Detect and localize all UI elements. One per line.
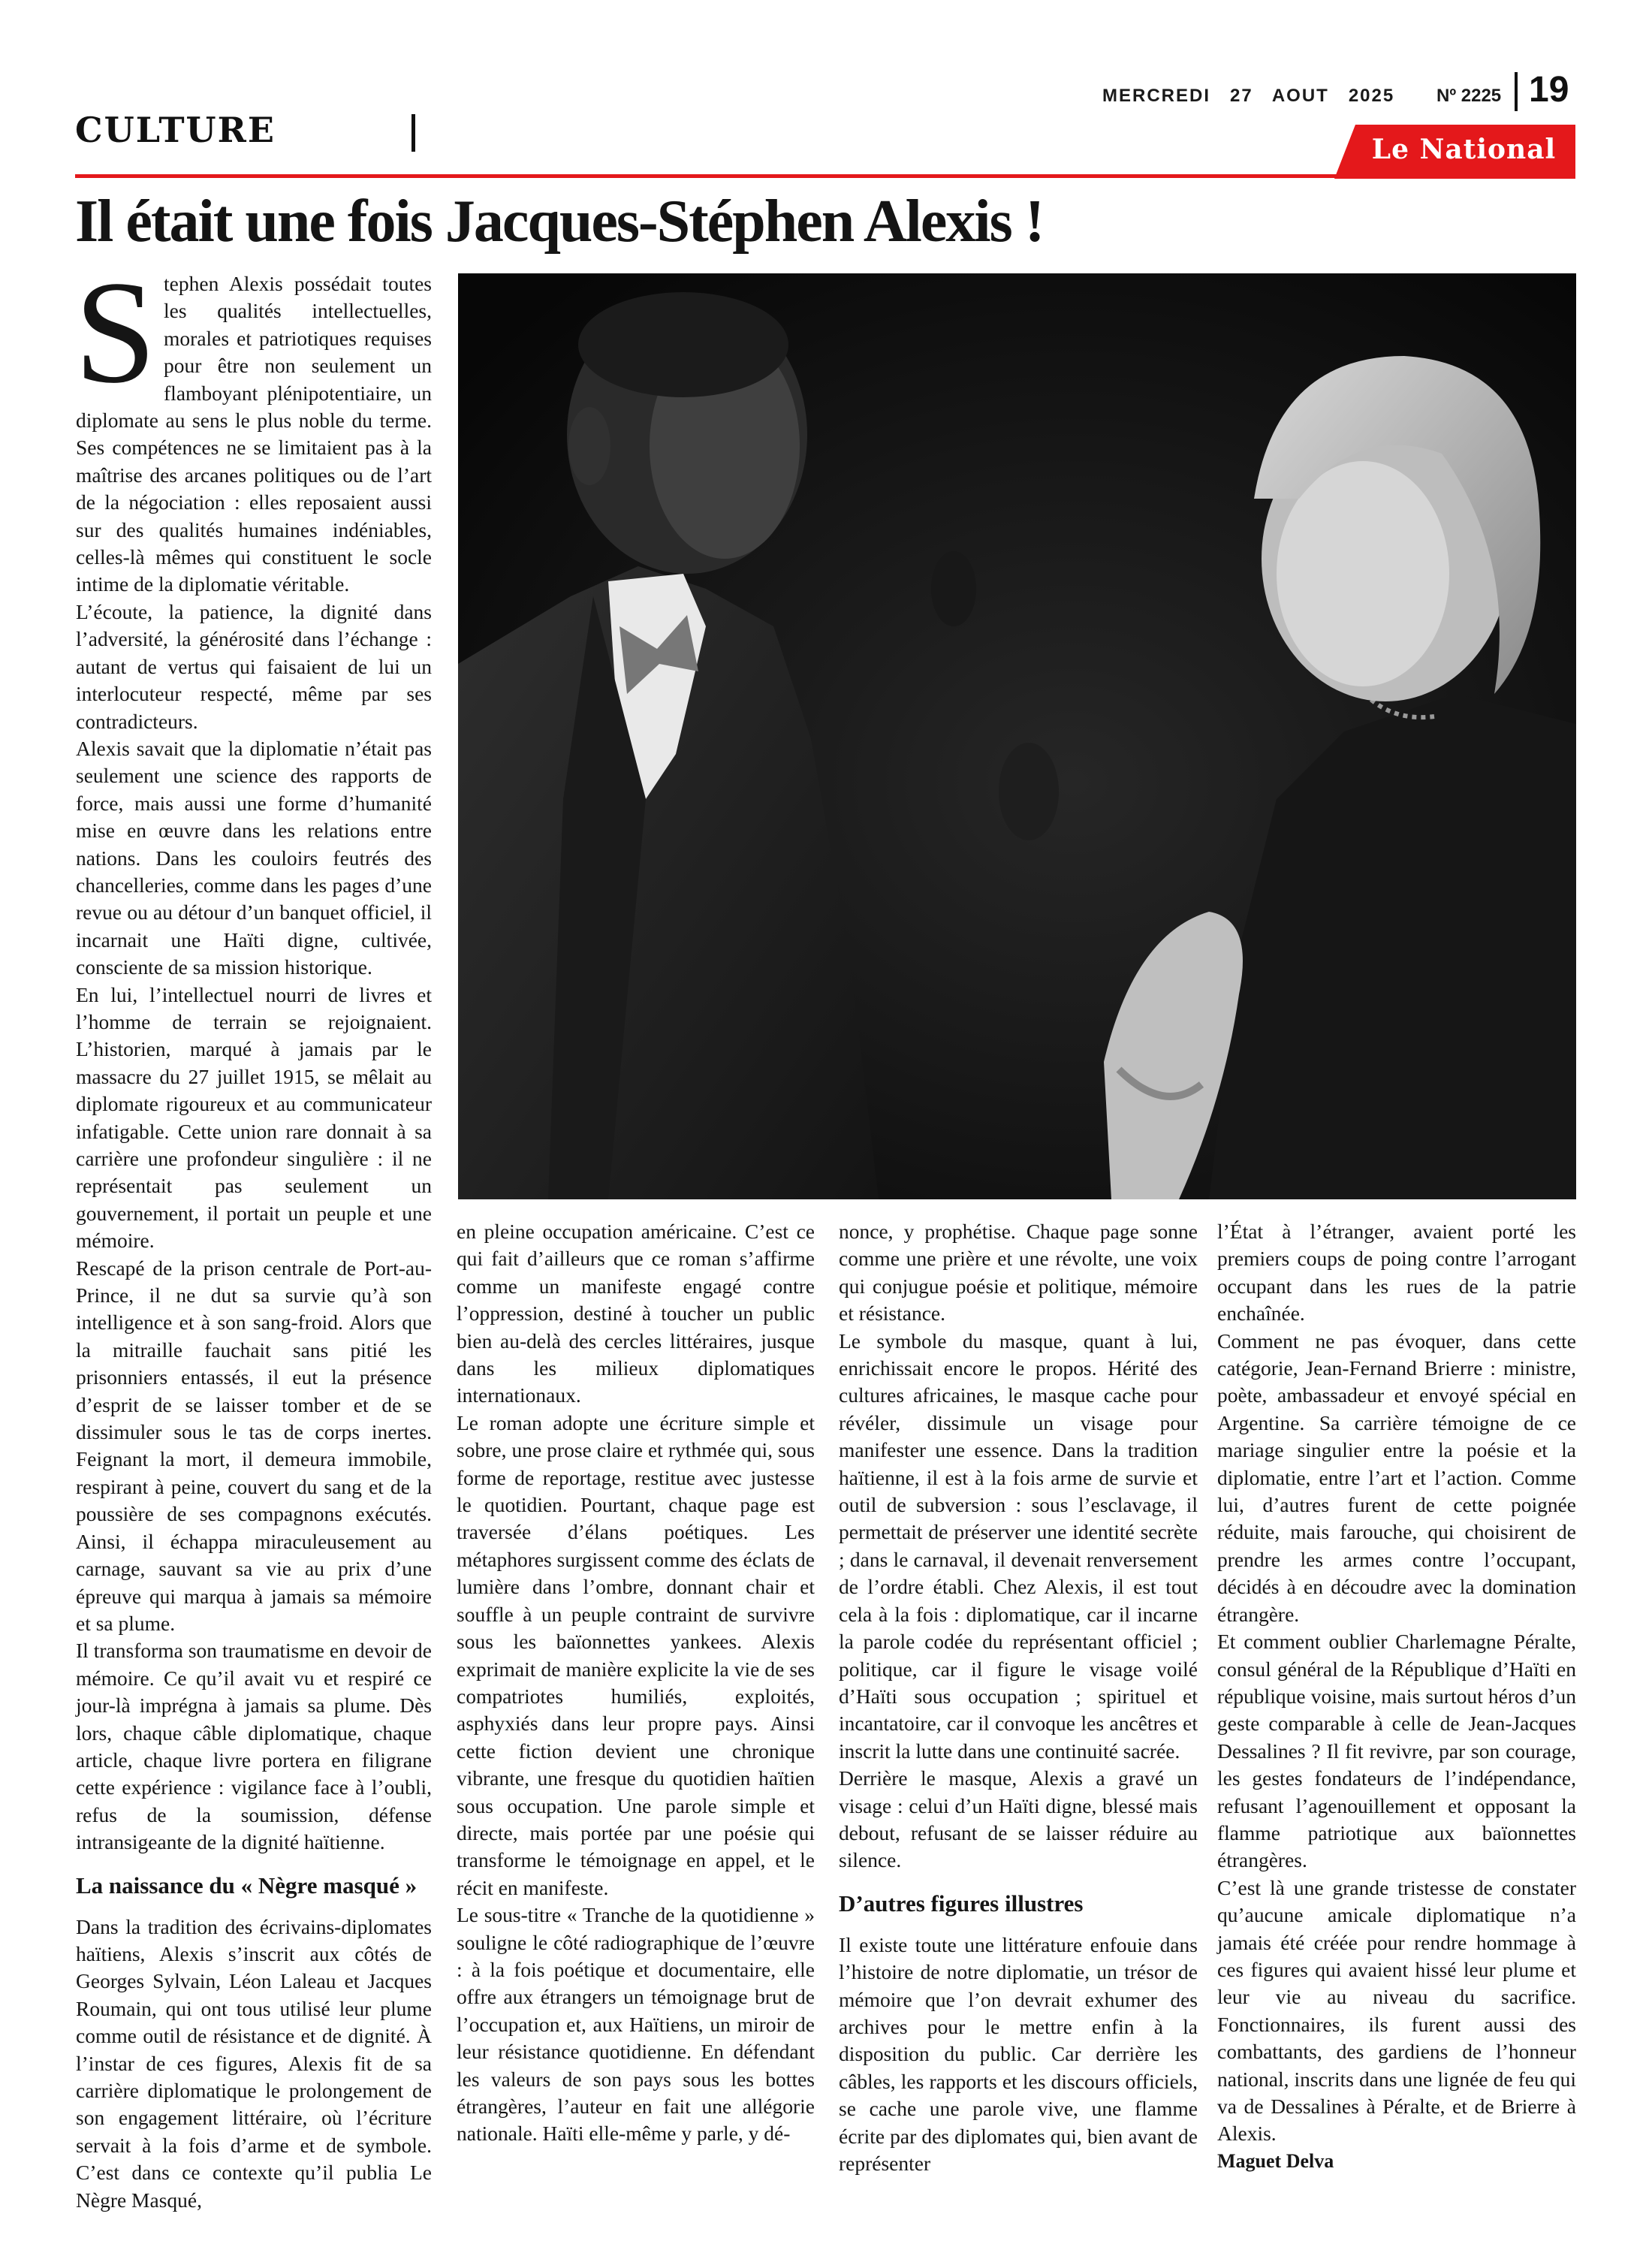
paragraph: Et comment oublier Charlemagne Péralte, consul général de la République d’Haïti en république voisine, mais surtout héros d’un geste comparable à celle de Jean-Jacques Dessalines ? Il fit revivre, par son courage, les gestes fondateurs de l’indépendance, refusant l’agenouillement et opposant la flamme patriotique aux baïonnettes étrangères. (1217, 1630, 1576, 1872)
paragraph: Il existe toute une littérature enfouie dans l’histoire de notre diplomatie, un trésor de mémoire que l’on devrait exhumer des archives pour le mettre enfin à la disposition du public. Car derrière les câbles, les rapports et les discours officiels, se cache une parole vive, une flamme écrite par des diplomates qui, bien avant de représenter (839, 1932, 1198, 2175)
paragraph: Derrière le masque, Alexis a gravé un visage : celui d’un Haïti digne, blessé mais debout, refusant de se laisser réduire au silence. (839, 1766, 1198, 1872)
paragraph: nonce, y prophétise. Chaque page sonne comme une prière et une révolte, une voix qui conjugue poésie et politique, mémoire et résistance. (839, 1220, 1198, 1326)
article-column-3 (839, 1218, 1198, 2177)
section-divider (411, 114, 415, 152)
subheading: La naissance du « Nègre masqué » (76, 1871, 418, 1899)
article-title: Il était une fois Jacques-Stéphen Alexis ! (75, 189, 1044, 255)
issue-date: MERCREDI 27 AOUT 2025 (1102, 86, 1395, 106)
paragraph: Il transforma son traumatisme en devoir de mémoire. Ce qu’il avait vu et respiré ce jour-là imprégna à jamais sa plume. Dès lors, chaque câble diplomatique, chaque article, chaque livre portera en filigrane cette expérience : vigilance face à l’oubli, refus de la soumission, défense intransigeante de la dignité haïtienne. (76, 1639, 432, 1854)
paragraph: Comment ne pas évoquer, dans cette catégorie, Jean-Fernand Brierre : ministre, poète, ambassadeur et envoyé spécial en Argentine. Sa carrière témoigne de ce mariage singulier entre la poésie et la diplomatie, entre l’art et l’action. Comme lui, d’autres furent de cette poignée réduite, mais farouche, qui choisirent de prendre les armes contre l’occupant, décidés à en découdre avec la domination étrangère. (1217, 1329, 1576, 1626)
paragraph: Le roman adopte une écriture simple et sobre, une prose claire et rythmée qui, sous forme de reportage, restitue avec justesse le quotidien. Pourtant, chaque page est traversée d’élans poétiques. Les métaphores surgissent comme des éclats de lumière dans l’ombre, donnant chair et souffle à un peuple contraint de survivre sous les baïonnettes yankees. Alexis exprimait de manière explicite la vie de ses compatriotes humiliés, exploités, asphyxiés dans leur propre pays. Ainsi cette fiction devient une chronique vibrante, une fresque du quotidien haïtien sous occupation. Une parole simple et directe, mais portée par une poésie qui transforme le témoignage en appel, et le récit en manifeste. (457, 1410, 815, 1899)
paragraph: l’État à l’étranger, avaient porté les premiers coups de poing contre l’arrogant occupant dans les rues de la patrie enchaînée. (1217, 1220, 1576, 1326)
paragraph: L’écoute, la patience, la dignité dans l’adversité, la générosité dans l’échange : autant de vertus qui faisaient de lui un interlocuteur respecté, même par ses contradicteurs. (76, 599, 432, 733)
paragraph: Le sous-titre « Tranche de la quotidienne » souligne le côté radiographique de l’œuvre : à la fois poétique et documentaire, elle offre aux étrangers un témoignage brut de l’occupation et, aux Haïtiens, un miroir de leur résistance quotidienne. En défendant les valeurs de son pays sous les bottes étrangères, l’auteur en fait une allégorie nationale. Haïti elle-même y parle, y dé- (457, 1903, 815, 2146)
page-number-divider (1515, 72, 1518, 111)
publication-name: Le National (1371, 134, 1557, 165)
paragraph: En lui, l’intellectuel nourri de livres et l’homme de terrain se rejoignaient. L’historien, marqué à jamais par le massacre du 27 juillet 1915, se mêlait au diplomate rigoureux et au communicateur infatigable. Cette union rare donnait à sa carrière une profondeur singulière : il ne représentait pas seulement un gouvernement, il portait un peuple et une mémoire. (76, 982, 432, 1253)
article-column-2 (457, 1218, 815, 2148)
paragraph: Alexis savait que la diplomatie n’était pas seulement une science des rapports de force, mais aussi une forme d’humanité mise en œuvre dans les relations entre nations. Dans les couloirs feutrés des chancelleries, comme dans les pages d’une revue ou au détour d’un banquet officiel, il incarnait une Haïti digne, cultivée, consciente de sa mission historique. (76, 736, 432, 979)
page-number: 19 (1529, 70, 1569, 110)
article-column-4 (1217, 1218, 1576, 2175)
paragraph: Le symbole du masque, quant à lui, enrichissait encore le propos. Hérité des cultures africaines, le masque cache pour révéler, dissimule un visage pour manifester une essence. Dans la tradition haïtienne, il est à la fois arme de survie et outil de subversion : sous l’esclavage, il permettait de préserver une identité secrète ; dans le carnaval, il devenait renversement de l’ordre établi. Chez Alexis, il est tout cela à la fois : diplomatique, car il incarne la parole codée du représentant officiel ; politique, car il figure le visage voilé d’Haïti sous occupation ; spirituel et incantatoire, car il convoque les ancêtres et inscrit la lutte dans une continuité sacrée. (839, 1329, 1198, 1763)
photo-illustration (458, 273, 1576, 1199)
paragraph: Rescapé de la prison centrale de Port-au-Prince, il ne dut sa survie qu’à son intelligence et à son sang-froid. Alors que la mitraille fauchait sans pitié les prisonniers entassés, il eut la présence d’esprit de se laisser tomber et de se dissimuler sous le tas de corps inertes. Feignant la mort, il demeura immobile, respirant à peine, couvert du sang et de la poussière de ses compagnons exécutés. Ainsi, il échappa miraculeusement au carnage, sauvant sa vie au prix d’une épreuve qui marqua à jamais sa mémoire et sa plume. (76, 1256, 432, 1635)
issue-number: Nº 2225 (1436, 86, 1502, 106)
article-column-1 (74, 251, 432, 2214)
paragraph: en pleine occupation américaine. C’est ce qui fait d’ailleurs que ce roman s’affirme comme un manifeste engagé contre l’oppression, destiné à toucher un public bien au-delà des cercles littéraires, jusque dans les milieux diplomatiques internationaux. (457, 1220, 815, 1407)
subheading: D’autres figures illustres (839, 1890, 1084, 1917)
paragraph: tephen Alexis possédait toutes les qualités intellectuelles, morales et patriotiques requises pour être non seulement un flamboyant plénipotentiaire, un diplomate au sens le plus noble du terme. Ses compétences ne se limitaient pas à la maîtrise des arcanes politiques ou de l’art de la négociation : elles reposaient aussi sur des qualités humaines indéniables, celles-là mêmes qui constituent le socle intime de la diplomatie véritable. (76, 272, 432, 596)
section-label: CULTURE (75, 110, 276, 150)
drop-cap: S (74, 251, 157, 414)
paragraph: C’est là une grande tristesse de constater qu’aucune amicale diplomatique n’a jamais été créée pour rendre hommage à ces figures qui avaient hissé leur plume et leur vie au niveau du sacrifice. Fonctionnaires, ils furent aussi des combattants, des gardiens de l’honneur national, inscrits dans une lignée de feu qui va de Dessalines à Péralte, et de Brierre à Alexis. (1217, 1875, 1576, 2146)
author-signature: Maguet Delva (1217, 2149, 1334, 2172)
paragraph: Dans la tradition des écrivains-diplomates haïtiens, Alexis s’inscrit aux côtés de Georges Sylvain, Léon Laleau et Jacques Roumain, qui ont tous utilisé leur plume comme outil de résistance et de dignité. À l’instar de ces figures, Alexis fit de sa carrière diplomatique le prolongement de son engagement littéraire, où l’écriture servait à la fois d’arme et de symbole. C’est dans ce contexte qu’il publia Le Nègre Masqué, (76, 1914, 432, 2212)
article-photo (458, 273, 1576, 1199)
